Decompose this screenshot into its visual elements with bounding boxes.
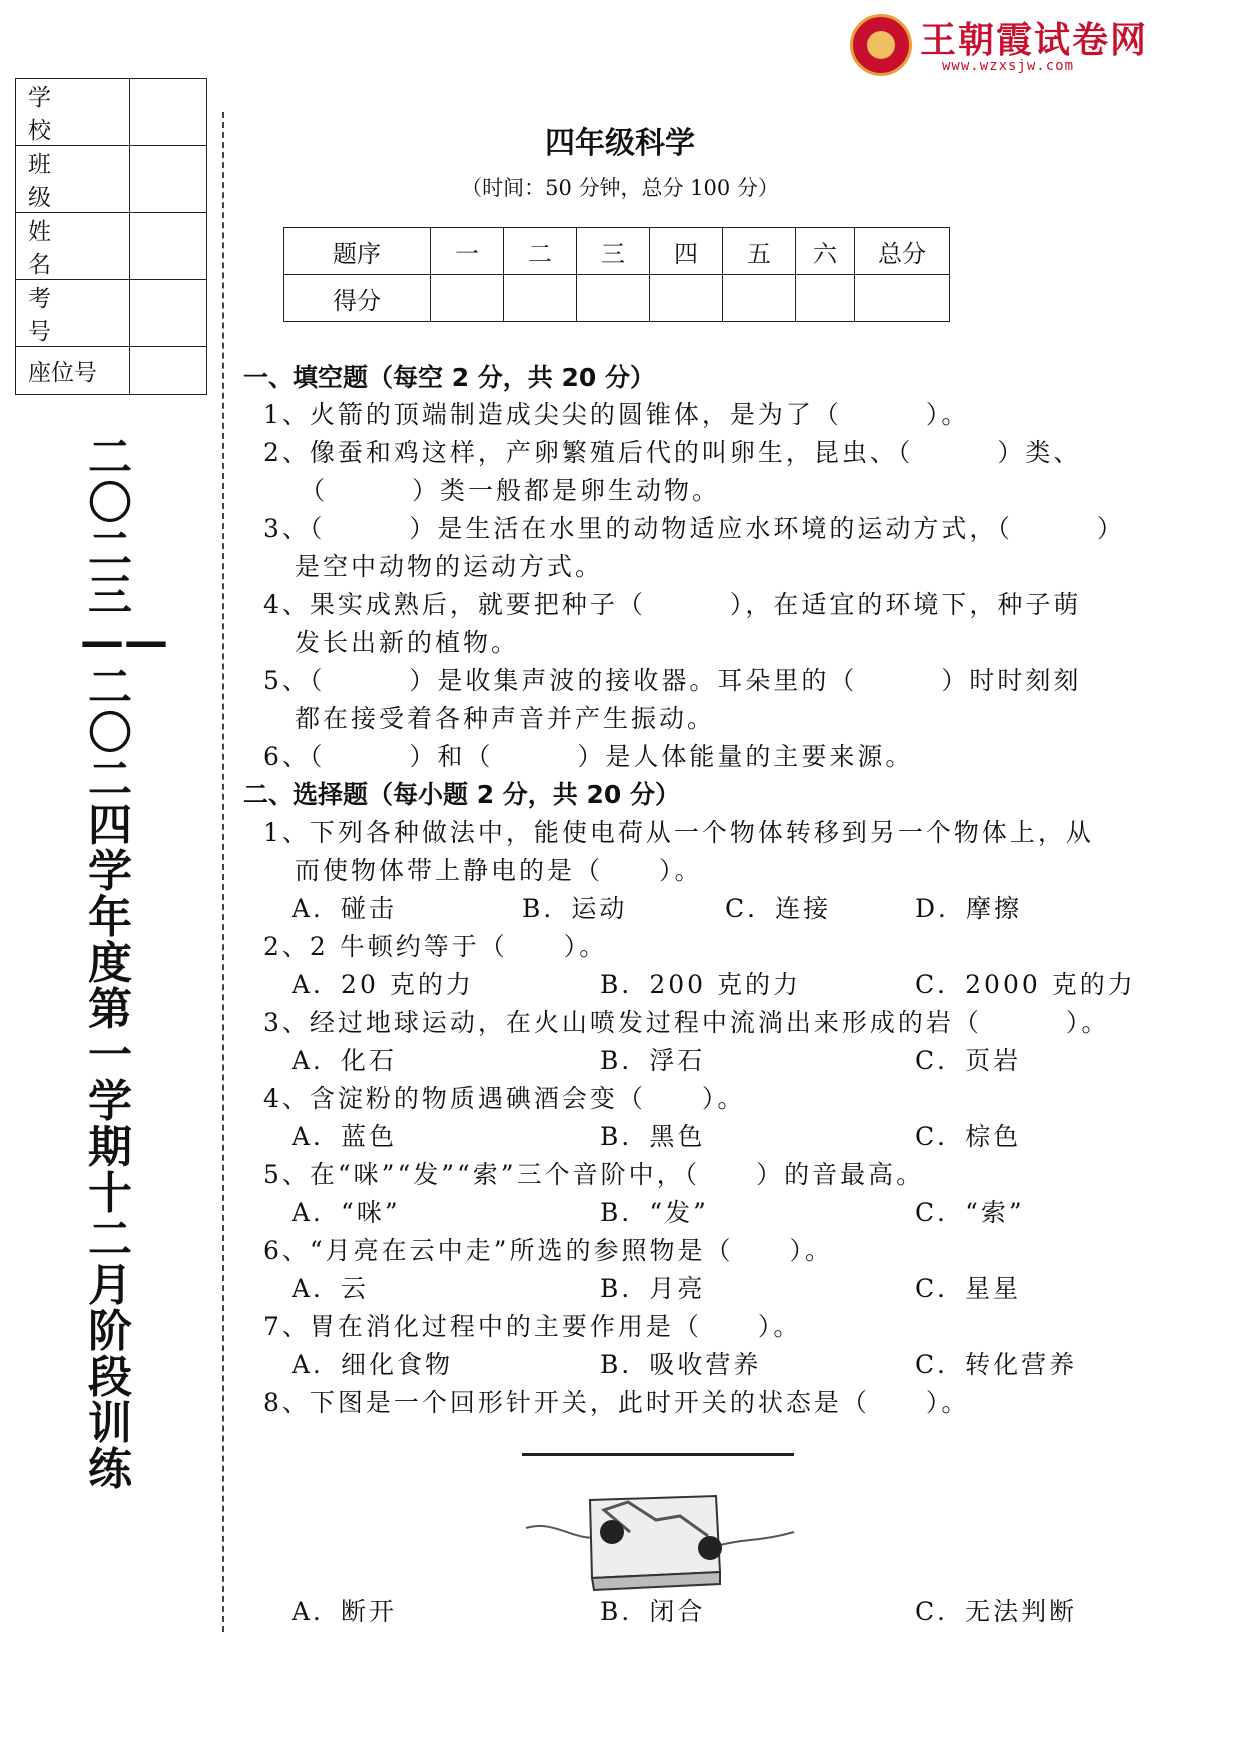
choice-question-stem: 而使物体带上静电的是（ ）。 [295,856,703,885]
choice-option[interactable]: B．“发” [600,1198,709,1227]
choice-option[interactable]: A．20 克的力 [292,970,474,999]
score-cell[interactable] [431,275,504,322]
info-value-school[interactable] [130,79,207,146]
choice-option[interactable]: A．碰击 [292,894,398,923]
choice-option[interactable]: B．运动 [522,894,628,923]
choice-option[interactable]: B．闭合 [600,1597,706,1626]
info-value-exam-no[interactable] [130,280,207,347]
section2-heading: 二、选择题（每小题 2 分，共 20 分） [243,780,681,809]
choice-option[interactable]: C．页岩 [915,1046,1022,1075]
score-table [283,227,950,322]
exam-subtitle: （时间：50 分钟，总分 100 分） [461,176,779,200]
score-cell[interactable] [504,275,577,322]
score-header-cell: 五 [723,228,796,275]
logo-badge-icon [850,14,912,76]
score-header-cell: 总分 [855,228,950,275]
score-cell[interactable] [577,275,650,322]
info-value-class[interactable] [130,146,207,213]
choice-option[interactable]: A．化石 [292,1046,398,1075]
fill-question-line: 都在接受着各种声音并产生振动。 [295,704,716,733]
choice-option[interactable]: A．“咪” [292,1198,401,1227]
info-label-school: 学 校 [16,79,130,146]
choice-option[interactable]: C．连接 [725,894,832,923]
info-label-class: 班 级 [16,146,130,213]
choice-option[interactable]: B．吸收营养 [600,1350,762,1379]
info-label-exam-no: 考 号 [16,280,130,347]
choice-question-stem: 2、2 牛顿约等于（ ）。 [263,932,608,961]
choice-option[interactable]: B．黑色 [600,1122,706,1151]
fill-question-line: 4、果实成熟后，就要把种子（ ），在适宜的环境下，种子萌 [263,590,1082,619]
score-cell[interactable] [855,275,950,322]
score-header-cell: 三 [577,228,650,275]
score-cell[interactable] [723,275,796,322]
fill-question-line: 6、（ ）和（ ）是人体能量的主要来源。 [263,742,914,771]
choice-option[interactable]: A．断开 [292,1597,398,1626]
choice-option[interactable]: B．浮石 [600,1046,706,1075]
exam-title: 四年级科学 [545,126,695,161]
info-label-seat: 座位号 [16,347,130,395]
score-value-row [284,275,950,322]
figure-rule [522,1453,794,1456]
info-value-seat[interactable] [130,347,207,395]
fill-question-line: （ ）类一般都是卵生动物。 [300,476,721,505]
score-row-label: 得分 [284,275,431,322]
brand-logo [850,12,1160,76]
choice-question-stem: 4、含淀粉的物质遇碘酒会变（ ）。 [263,1084,746,1113]
choice-question-stem: 5、在“咪”“发”“索”三个音阶中，（ ）的音最高。 [263,1160,925,1189]
brand-name: 王朝霞试卷网 [920,20,1149,61]
choice-option[interactable]: B．200 克的力 [600,970,802,999]
choice-option[interactable]: A．细化食物 [292,1350,454,1379]
fill-question-line: 2、像蚕和鸡这样，产卵繁殖后代的叫卵生，昆虫、（ ）类、 [263,438,1082,467]
choice-option[interactable]: A．蓝色 [292,1122,398,1151]
score-header-cell: 六 [796,228,855,275]
score-cell[interactable] [650,275,723,322]
score-header-cell: 二 [504,228,577,275]
score-header-row [284,228,950,275]
fill-question-line: 发长出新的植物。 [295,628,520,657]
binding-dashed-line [222,112,224,1632]
choice-option[interactable]: C．星星 [915,1274,1022,1303]
paperclip-switch-figure [520,1480,800,1600]
choice-question-stem: 1、下列各种做法中，能使电荷从一个物体转移到另一个物体上，从 [263,818,1094,847]
score-header-cell: 一 [431,228,504,275]
choice-option[interactable]: C．棕色 [915,1122,1022,1151]
info-label-name: 姓 名 [16,213,130,280]
choice-option[interactable]: C．转化营养 [915,1350,1078,1379]
choice-option[interactable]: D．摩擦 [915,894,1023,923]
choice-option[interactable]: A．云 [292,1274,370,1303]
brand-url: www.wzxsjw.com [942,58,1075,74]
choice-question-stem: 3、经过地球运动，在火山喷发过程中流淌出来形成的岩（ ）。 [263,1008,1110,1037]
fill-question-line: 3、（ ）是生活在水里的动物适应水环境的运动方式，（ ） [263,514,1125,543]
fill-question-line: 5、（ ）是收集声波的接收器。耳朵里的（ ）时时刻刻 [263,666,1082,695]
choice-question-stem: 6、“月亮在云中走”所选的参照物是（ ）。 [263,1236,833,1265]
choice-question-stem: 7、胃在消化过程中的主要作用是（ ）。 [263,1312,802,1341]
score-header-cell: 四 [650,228,723,275]
score-cell[interactable] [796,275,855,322]
student-info-table [15,78,207,395]
choice-option[interactable]: C．无法判断 [915,1597,1078,1626]
choice-question-stem: 8、下图是一个回形针开关，此时开关的状态是（ ）。 [263,1388,970,1417]
info-value-name[interactable] [130,213,207,280]
choice-option[interactable]: B．月亮 [600,1274,706,1303]
section1-heading: 一、填空题（每空 2 分，共 20 分） [243,363,656,392]
score-header-cell: 题序 [284,228,431,275]
choice-option[interactable]: C．2000 克的力 [915,970,1136,999]
vertical-term-title: 二〇二三——二〇二四学年度第一学期十二月阶段训练 [80,432,168,1495]
fill-question-line: 是空中动物的运动方式。 [295,552,604,581]
choice-option[interactable]: C．“索” [915,1198,1025,1227]
fill-question-line: 1、火箭的顶端制造成尖尖的圆锥体，是为了（ ）。 [263,400,970,429]
